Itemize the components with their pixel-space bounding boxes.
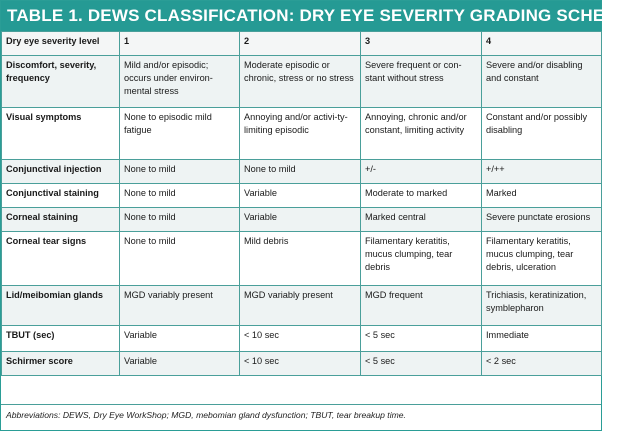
table-cell: Immediate: [482, 326, 602, 352]
table-cell: Moderate episodic or chronic, stress or no stress: [240, 56, 361, 108]
table-row: [2, 352, 602, 376]
table-cell: Variable: [120, 326, 240, 352]
table-cell: +/++: [482, 160, 602, 184]
table-row: [2, 286, 602, 326]
table-cell: MGD variably present: [120, 286, 240, 326]
table-cell: None to mild: [120, 232, 240, 286]
row-label: Visual symptoms: [2, 108, 120, 160]
table-cell: Filamentary keratitis, mucus clumping, tear debris: [361, 232, 482, 286]
table-cell: None to mild: [120, 160, 240, 184]
table-cell: Severe punctate erosions: [482, 208, 602, 232]
table-cell: MGD frequent: [361, 286, 482, 326]
table-cell: Constant and/or possibly disabling: [482, 108, 602, 160]
table-row: [2, 326, 602, 352]
table-cell: Marked: [482, 184, 602, 208]
table-row: [2, 56, 602, 108]
row-label: Lid/meibomian glands: [2, 286, 120, 326]
table-title-text: TABLE 1. DEWS CLASSIFICATION: DRY EYE SEVERITY GRADING SCHEME: [7, 6, 631, 25]
table-row: [2, 160, 602, 184]
table-row: [2, 232, 602, 286]
table-cell: < 5 sec: [361, 352, 482, 376]
row-label: TBUT (sec): [2, 326, 120, 352]
table-footnote: Abbreviations: DEWS, Dry Eye WorkShop; MGD, mebomian gland dysfunction; TBUT, tear breakup time.: [1, 404, 601, 430]
table-cell: Filamentary keratitis, mucus clumping, tear debris, ulceration: [482, 232, 602, 286]
table-cell: Severe frequent or con-stant without stress: [361, 56, 482, 108]
header-cell: 4: [482, 32, 602, 56]
table-cell: < 10 sec: [240, 326, 361, 352]
table-cell: None to mild: [120, 208, 240, 232]
table-cell: < 2 sec: [482, 352, 602, 376]
row-label: Conjunctival injection: [2, 160, 120, 184]
row-label: Corneal tear signs: [2, 232, 120, 286]
table-cell: None to mild: [240, 160, 361, 184]
table-title: TABLE 1. DEWS CLASSIFICATION: DRY EYE SEVERITY GRADING SCHEME 3: [1, 1, 601, 31]
table-cell: MGD variably present: [240, 286, 361, 326]
table-row: [2, 108, 602, 160]
table-cell: Marked central: [361, 208, 482, 232]
table-cell: None to episodic mild fatigue: [120, 108, 240, 160]
table-header-row: [2, 32, 602, 56]
severity-grading-table: [1, 31, 602, 376]
table-cell: Variable: [240, 208, 361, 232]
table-cell: Severe and/or disabling and constant: [482, 56, 602, 108]
table-cell: Trichiasis, keratinization, symblepharon: [482, 286, 602, 326]
header-cell: 2: [240, 32, 361, 56]
table-cell: Variable: [240, 184, 361, 208]
row-label: Corneal staining: [2, 208, 120, 232]
table-cell: < 5 sec: [361, 326, 482, 352]
row-label: Discomfort, severity, frequency: [2, 56, 120, 108]
row-label: Schirmer score: [2, 352, 120, 376]
header-cell: 1: [120, 32, 240, 56]
header-cell: Dry eye severity level: [2, 32, 120, 56]
table-cell: Moderate to marked: [361, 184, 482, 208]
row-label: Conjunctival staining: [2, 184, 120, 208]
table-cell: Annoying and/or activi-ty-limiting episodic: [240, 108, 361, 160]
table-cell: Variable: [120, 352, 240, 376]
table-cell: Mild debris: [240, 232, 361, 286]
table-cell: +/-: [361, 160, 482, 184]
table-row: [2, 184, 602, 208]
table-cell: Mild and/or episodic; occurs under environ-mental stress: [120, 56, 240, 108]
table-row: [2, 208, 602, 232]
header-cell: 3: [361, 32, 482, 56]
table-cell: Annoying, chronic and/or constant, limiting activity: [361, 108, 482, 160]
table-cell: None to mild: [120, 184, 240, 208]
table-cell: < 10 sec: [240, 352, 361, 376]
